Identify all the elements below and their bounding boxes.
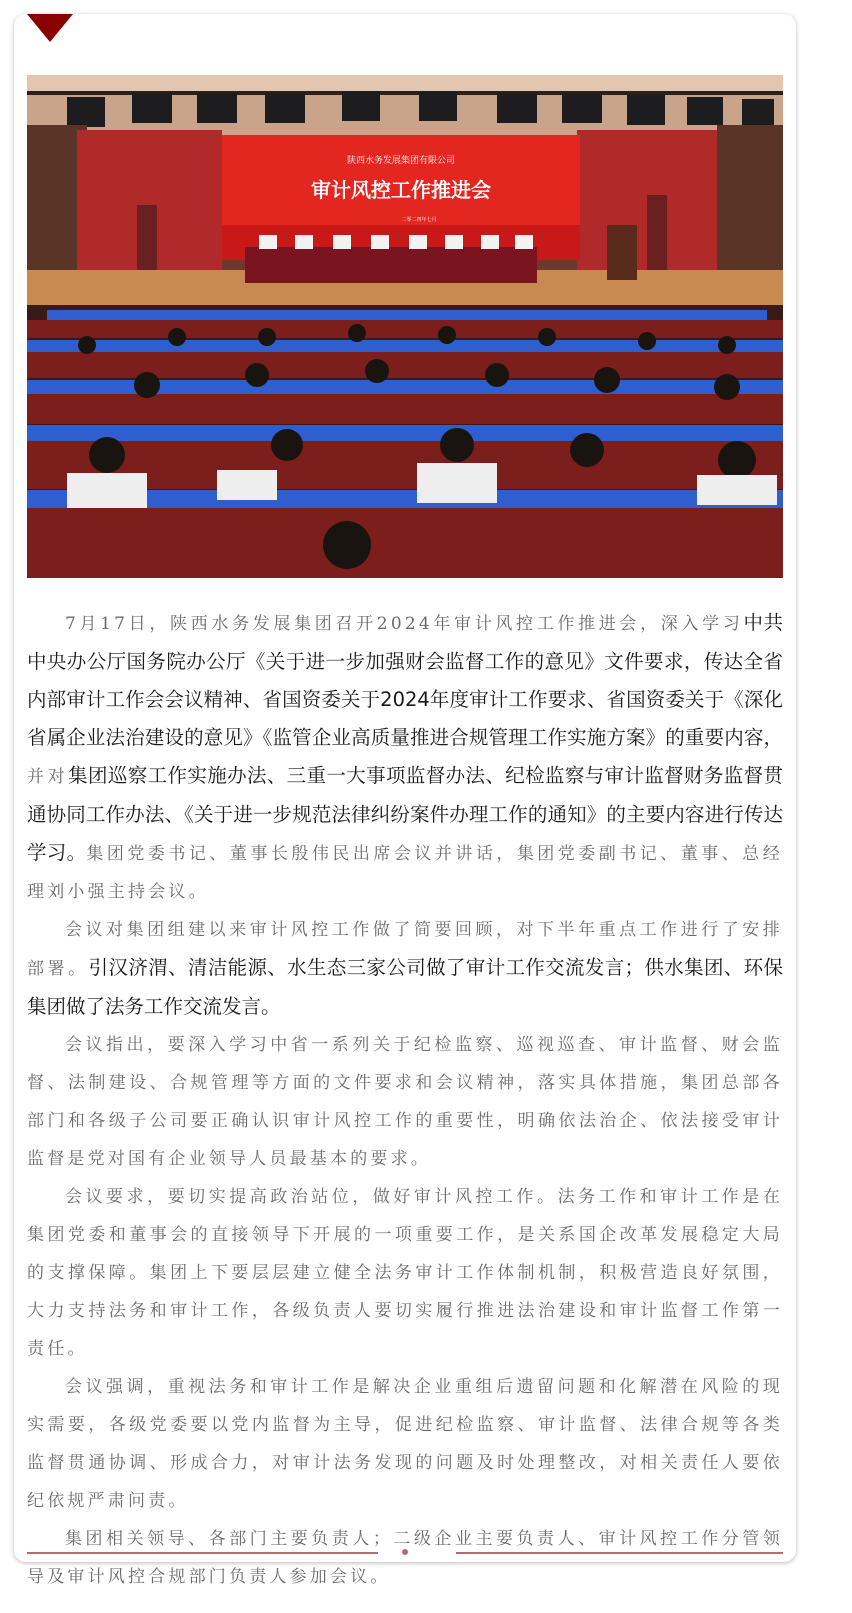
text-segment: 会议对集团组建以来审计风控工作做了简要回顾，对下半年重点工作进行了安排部署。 — [27, 920, 783, 979]
paragraph-3 — [27, 1026, 783, 1178]
divider-dot-icon — [402, 1549, 408, 1555]
screen-company: 陕西水务发展集团有限公司 — [346, 156, 456, 166]
screen-title: 审计风控工作推进会 — [311, 178, 491, 202]
text-segment: 7月17日，陕西水务发展集团召开2024年审计风控工作推进会，深入学习 — [65, 614, 744, 634]
article-body — [27, 604, 783, 1596]
text-segment: 引汉济渭、清洁能源、水生态三家公司做了审计工作交流发言；供水集团、环保集团做了法务工作交流发言。 — [27, 956, 783, 1018]
paragraph-1 — [27, 604, 783, 911]
text-segment: 集团相关领导、各部门主要负责人；二级企业主要负责人、审计风控工作分管领导及审计风控合规部门负责人参加会议。 — [27, 1529, 783, 1587]
text-segment: 会议强调，重视法务和审计工作是解决企业重组后遗留问题和化解潜在风险的现实需要，各级党委要以党内监督为主导，促进纪检监察、审计监督、法律合规等各类监督贯通协调、形成合力，对审计法务发现的问题及时处理整改，对相关责任人要依纪依规严肃问责。 — [27, 1377, 783, 1511]
meeting-photo — [27, 75, 783, 578]
divider-line-right — [456, 1552, 783, 1554]
paragraph-5 — [27, 1368, 783, 1520]
paragraph-6 — [27, 1520, 783, 1596]
text-segment: 中共中央办公厅国务院办公厅《关于进一步加强财会监督工作的意见》文件要求，传达全省内部审计工作会会议精神、省国资委关于2024年度审计工作要求、省国资委关于《深化省属企业法治建设的意见》《监管企业高质量推进合规管理工作实施方案》的重要内容， — [27, 611, 783, 749]
text-segment: 并对 — [27, 767, 69, 787]
text-segment: 集团巡察工作实施办法、三重一大事项监督办法、纪检监察与审计监督财务监督贯通协同工作办法、《关于进一步规范法律纠纷案件办理工作的通知》的主要内容进行传达学习。 — [27, 764, 783, 864]
text-segment: 会议要求，要切实提高政治站位，做好审计风控工作。法务工作和审计工作是在集团党委和董事会的直接领导下开展的一项重要工作，是关系国企改革发展稳定大局的支撑保障。集团上下要层层建立健全法务审计工作体制机制，积极营造良好氛围，大力支持法务和审计工作，各级负责人要切实履行推进法治建设和审计监督工作第一责任。 — [27, 1187, 783, 1359]
paragraph-2 — [27, 911, 783, 1026]
text-segment: 会议指出，要深入学习中省一系列关于纪检监察、巡视巡查、审计监督、财会监督、法制建设、合规管理等方面的文件要求和会议精神，落实具体措施，集团总部各部门和各级子公司要正确认识审计风控工作的重要性，明确依法治企、依法接受审计监督是党对国有企业领导人员最基本的要求。 — [27, 1035, 783, 1169]
divider-line-left — [27, 1552, 378, 1554]
article-card — [14, 14, 796, 1587]
screen-date: 二零二四年七月 — [401, 217, 437, 223]
paragraph-4 — [27, 1178, 783, 1368]
corner-triangle-icon — [27, 14, 73, 42]
text-segment: 集团党委书记、董事长殷伟民出席会议并讲话，集团党委副书记、董事、总经理刘小强主持会议。 — [27, 844, 783, 902]
